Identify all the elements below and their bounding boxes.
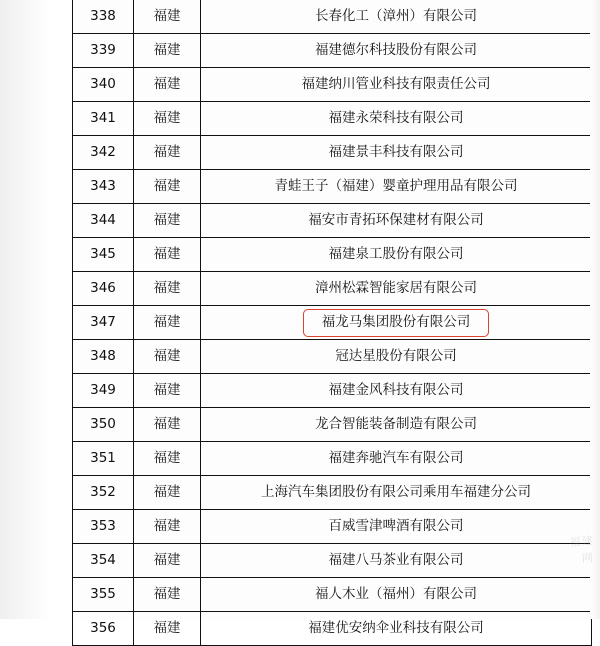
cell-serial-number: 347	[73, 306, 134, 340]
cell-company-name: 上海汽车集团股份有限公司乘用车福建分公司	[201, 476, 592, 510]
cell-company-name: 福建景丰科技有限公司	[201, 136, 592, 170]
table-row	[73, 272, 592, 306]
page-left-margin	[0, 0, 72, 619]
cell-company-name: 福建八马茶业有限公司	[201, 544, 592, 578]
cell-serial-number: 355	[73, 578, 134, 612]
cell-company-name: 百威雪津啤酒有限公司	[201, 510, 592, 544]
cell-company-name: 福建泉工股份有限公司	[201, 238, 592, 272]
cell-region: 福建	[134, 306, 201, 340]
cell-region: 福建	[134, 510, 201, 544]
cell-serial-number: 350	[73, 408, 134, 442]
table-row	[73, 578, 592, 612]
cell-company-name: 福安市青拓环保建材有限公司	[201, 204, 592, 238]
table-row	[73, 68, 592, 102]
cell-company-name: 福建永荣科技有限公司	[201, 102, 592, 136]
watermark-line-2: 网	[581, 550, 595, 565]
table-row	[73, 340, 592, 374]
table-row	[73, 238, 592, 272]
company-list-table	[72, 0, 592, 646]
cell-serial-number: 354	[73, 544, 134, 578]
cell-serial-number: 345	[73, 238, 134, 272]
cell-region: 福建	[134, 136, 201, 170]
table-row	[73, 510, 592, 544]
cell-serial-number: 339	[73, 34, 134, 68]
cell-region: 福建	[134, 238, 201, 272]
cell-region: 福建	[134, 170, 201, 204]
cell-region: 福建	[134, 102, 201, 136]
cell-company-name: 龙合智能装备制造有限公司	[201, 408, 592, 442]
table-row	[73, 442, 592, 476]
cell-region: 福建	[134, 68, 201, 102]
table-body	[73, 0, 592, 646]
cell-company-name: 漳州松霖智能家居有限公司	[201, 272, 592, 306]
cell-region: 福建	[134, 408, 201, 442]
cell-region: 福建	[134, 204, 201, 238]
table-row	[73, 136, 592, 170]
cell-company-name: 长春化工（漳州）有限公司	[201, 0, 592, 34]
cell-serial-number: 341	[73, 102, 134, 136]
table-row	[73, 306, 592, 340]
page-right-margin	[590, 0, 600, 619]
cell-serial-number: 352	[73, 476, 134, 510]
cell-company-name: 青蛙王子（福建）婴童护理用品有限公司	[201, 170, 592, 204]
cell-region: 福建	[134, 442, 201, 476]
cell-region: 福建	[134, 0, 201, 34]
cell-region: 福建	[134, 272, 201, 306]
cell-serial-number: 349	[73, 374, 134, 408]
cell-region: 福建	[134, 374, 201, 408]
cell-company-name: 福建奔驰汽车有限公司	[201, 442, 592, 476]
table-row	[73, 408, 592, 442]
cell-company-name: 福建纳川管业科技有限责任公司	[201, 68, 592, 102]
cell-company-name: 福建优安纳伞业科技有限公司	[201, 612, 592, 646]
cell-region: 福建	[134, 340, 201, 374]
cell-region: 福建	[134, 578, 201, 612]
cell-company-name: 冠达星股份有限公司	[201, 340, 592, 374]
cell-serial-number: 344	[73, 204, 134, 238]
table-row	[73, 170, 592, 204]
cell-region: 福建	[134, 476, 201, 510]
table-row	[73, 34, 592, 68]
cell-serial-number: 338	[73, 0, 134, 34]
table-row	[73, 476, 592, 510]
cell-serial-number: 342	[73, 136, 134, 170]
table-row	[73, 102, 592, 136]
cell-serial-number: 348	[73, 340, 134, 374]
cell-company-name: 福龙马集团股份有限公司	[201, 306, 592, 340]
cell-serial-number: 353	[73, 510, 134, 544]
cell-serial-number: 351	[73, 442, 134, 476]
watermark-line-1: 福建	[569, 534, 595, 549]
cell-company-name: 福建金风科技有限公司	[201, 374, 592, 408]
cell-serial-number: 343	[73, 170, 134, 204]
table-row	[73, 374, 592, 408]
cell-region: 福建	[134, 34, 201, 68]
cell-serial-number: 340	[73, 68, 134, 102]
cell-company-name: 福建德尔科技股份有限公司	[201, 34, 592, 68]
table-row	[73, 612, 592, 646]
table-row	[73, 544, 592, 578]
cell-serial-number: 356	[73, 612, 134, 646]
cell-region: 福建	[134, 612, 201, 646]
table-row	[73, 204, 592, 238]
cell-region: 福建	[134, 544, 201, 578]
cell-company-name: 福人木业（福州）有限公司	[201, 578, 592, 612]
table-row	[73, 0, 592, 34]
cell-serial-number: 346	[73, 272, 134, 306]
